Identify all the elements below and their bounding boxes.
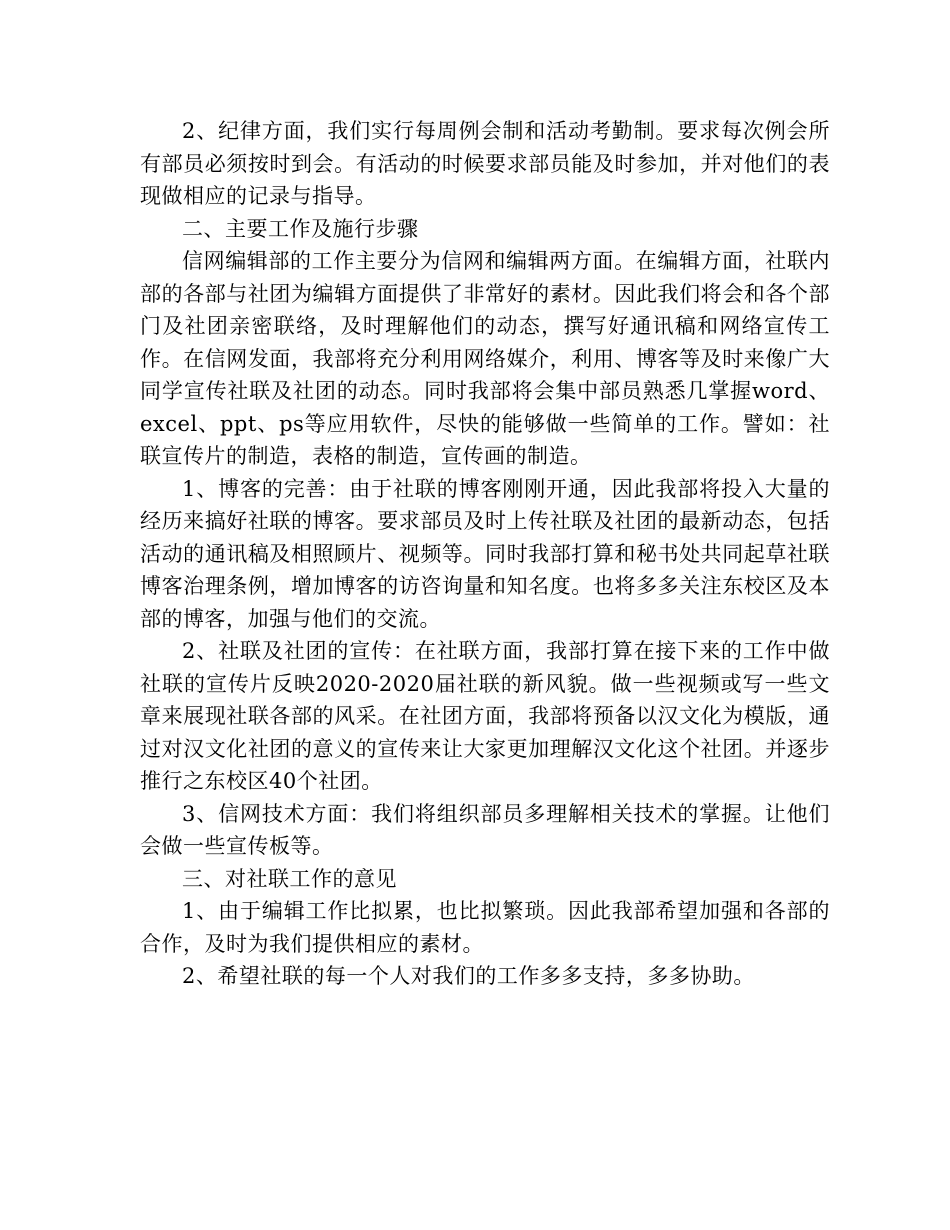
paragraph-editorial-overview: 信网编辑部的工作主要分为信网和编辑两方面。在编辑方面，社联内部的各部与社团为编辑方面提供了非常好的素材。因此我们将会和各个部门及社团亲密联络，及时理解他们的动态，撰写好通讯稿和网络宣传工作。在信网发面，我部将充分利用网络媒介，利用、博客等及时来像广大同学宣传社联及社团的动态。同时我部将会集中部员熟悉几掌握word、excel、ppt、ps等应用软件，尽快的能够做一些简单的工作。譬如：社联宣传片的制造，表格的制造，宣传画的制造。 [140,249,830,468]
paragraph-opinion-2: 2、希望社联的每一个人对我们的工作多多支持，多多协助。 [182,964,755,988]
paragraph-tech: 3、信网技术方面：我们将组织部员多理解相关技术的掌握。让他们会做一些宣传板等。 [140,801,830,858]
section-heading-opinions: 三、对社联工作的意见 [182,866,397,891]
paragraph-discipline: 2、纪律方面，我们实行每周例会制和活动考勤制。要求每次例会所有部员必须按时到会。有活动的时候要求部员能及时参加，并对他们的表现做相应的记录与指导。 [140,119,830,208]
paragraph-publicity: 2、社联及社团的宣传：在社联方面，我部打算在接下来的工作中做社联的宣传片反映2020-2020届社联的新风貌。做一些视频或写一些文章来展现社联各部的风采。在社团方面，我部将预备以汉文化为模版，通过对汉文化社团的意义的宣传来让大家更加理解汉文化这个社团。并逐步推行之东校区40个社团。 [140,639,830,793]
paragraph-opinion-1: 1、由于编辑工作比拟累，也比拟繁琐。因此我部希望加强和各部的合作，及时为我们提供相应的素材。 [140,899,830,956]
section-heading-main-work: 二、主要工作及施行步骤 [182,216,419,241]
paragraph-blog-improvement: 1、博客的完善：由于社联的博客刚刚开通，因此我部将投入大量的经历来搞好社联的博客。要求部员及时上传社联及社团的最新动态，包括活动的通讯稿及相照顾片、视频等。同时我部打算和秘书处共同起草社联博客治理条例，增加博客的访咨询量和知名度。也将多多关注东校区及本部的博客，加强与他们的交流。 [140,476,830,631]
document-page [140,115,830,993]
